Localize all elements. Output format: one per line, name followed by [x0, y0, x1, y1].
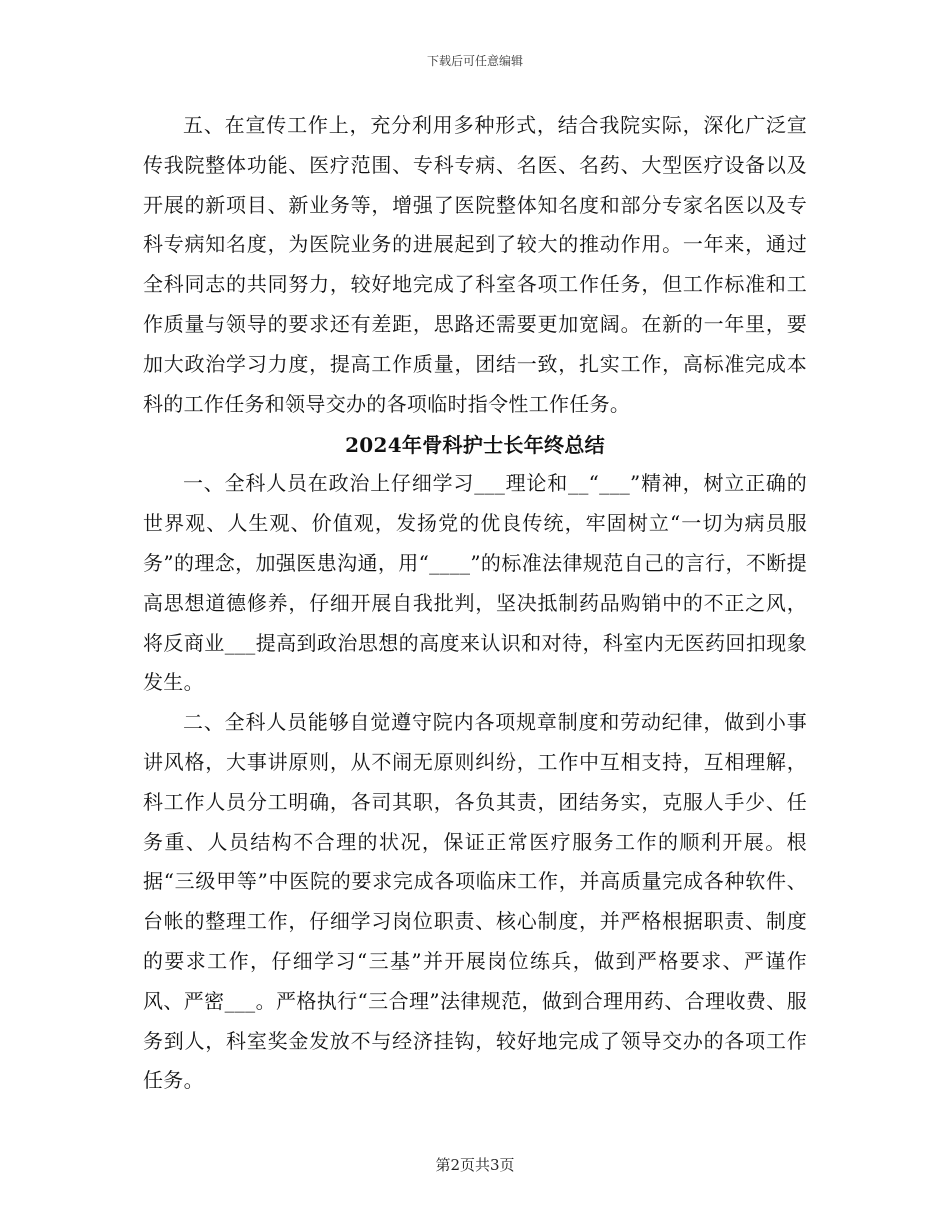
page-header-note: 下载后可任意编辑: [426, 54, 523, 68]
document-title: 2024年骨科护士长年终总结: [345, 433, 605, 458]
page-number: 第2页共3页: [435, 1156, 515, 1174]
paragraph-political-study: 一、全科人员在政治上仔细学习___理论和__“___”精神，树立正确的世界观、人生观、价值观，发扬党的优良传统，牢固树立“一切为病员服务”的理念，加强医患沟通，用“____”的标准法律规范自己的言行，不断提高思想道德修养，仔细开展自我批判，坚决抵制药品购销中的不正之风，将反商业___提高到政治思想的高度来认识和对待，科室内无医药回扣现象发生。: [143, 471, 807, 695]
document-body: [143, 106, 807, 1101]
paragraph-discipline: 二、全科人员能够自觉遵守院内各项规章制度和劳动纪律，做到小事讲风格，大事讲原则，从不闹无原则纠纷，工作中互相支持，互相理解，科工作人员分工明确，各司其职，各负其责，团结务实，克服人手少、任务重、人员结构不合理的状况，保证正常医疗服务工作的顺利开展。根据“三级甲等”中医院的要求完成各项临床工作，并高质量完成各种软件、台帐的整理工作，仔细学习岗位职责、核心制度，并严格根据职责、制度的要求工作，仔细学习“三基”并开展岗位练兵，做到严格要求、严谨作风、严密___。严格执行“三合理”法律规范，做到合理用药、合理收费、服务到人，科室奖金发放不与经济挂钩，较好地完成了领导交办的各项工作任务。: [143, 710, 807, 1093]
paragraph-publicity: 五、在宣传工作上，充分利用多种形式，结合我院实际，深化广泛宣传我院整体功能、医疗范围、专科专病、名医、名药、大型医疗设备以及开展的新项目、新业务等，增强了医院整体知名度和部分专家名医以及专科专病知名度，为医院业务的进展起到了较大的推动作用。一年来，通过全科同志的共同努力，较好地完成了科室各项工作任务，但工作标准和工作质量与领导的要求还有差距，思路还需要更加宽阔。在新的一年里，要加大政治学习力度，提高工作质量，团结一致，扎实工作，高标准完成本科的工作任务和领导交办的各项临时指令性工作任务。: [143, 113, 807, 416]
